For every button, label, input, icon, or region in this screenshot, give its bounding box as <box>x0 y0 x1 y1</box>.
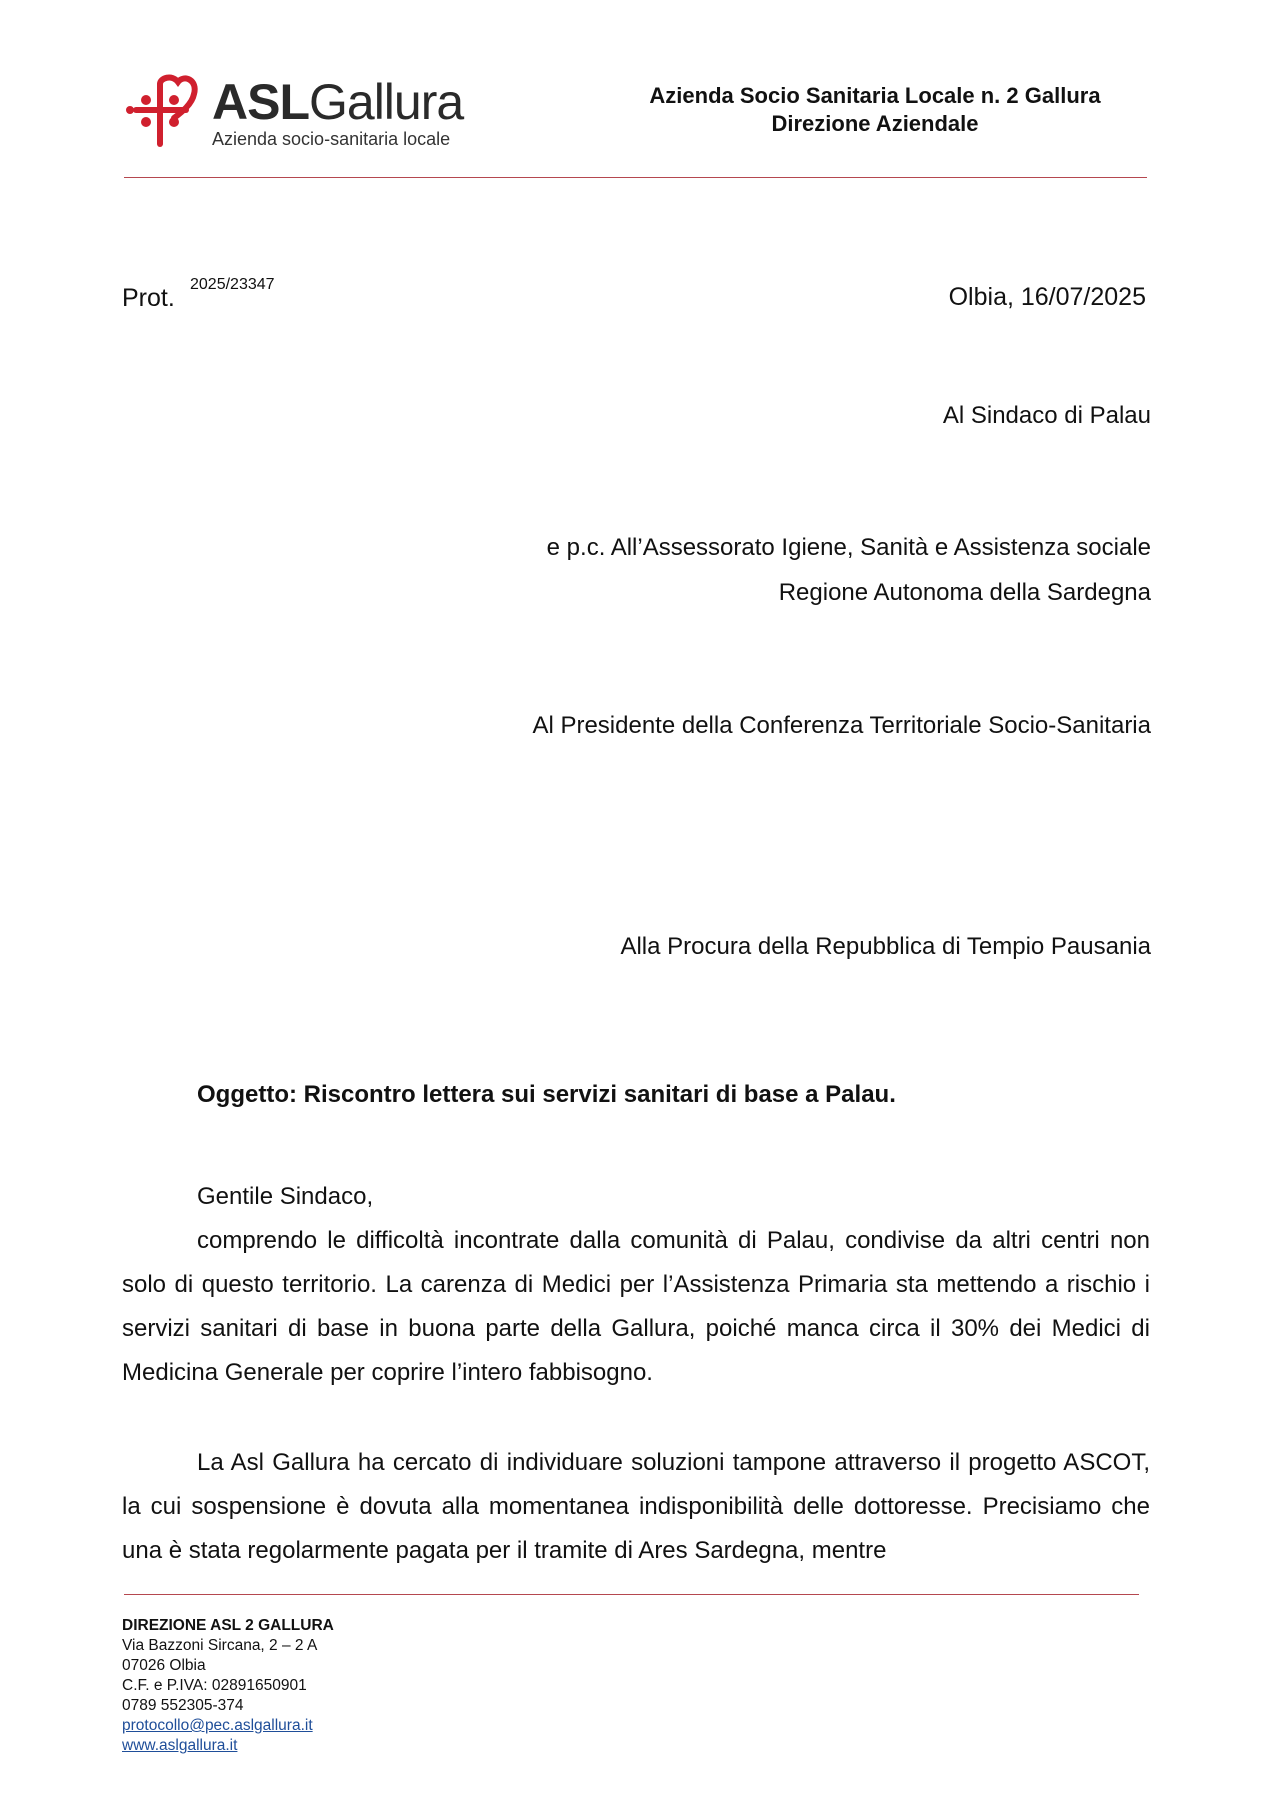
body-paragraph-1-text: comprendo le difficoltà incontrate dalla comunità di Palau, condivise da altri centri non solo di questo territorio. La carenza di Medici per l’Assistenza Primaria sta mettendo a rischio i servizi sanitari di base in buona parte della Gallura, poiché manca circa il 30% dei Medici di Medicina Generale per coprire l’intero fabbisogno. <box>122 1227 1150 1386</box>
logo-brand-regular: Gallura <box>309 74 464 130</box>
footer-divider <box>124 1594 1139 1595</box>
header-org-line2: Direzione Aziendale <box>771 111 979 136</box>
protocol-label: Prot. <box>122 284 175 312</box>
protocol-number: 2025/23347 <box>190 276 275 293</box>
footer-title: DIREZIONE ASL 2 GALLURA <box>122 1617 334 1634</box>
header-org-line1: Azienda Socio Sanitaria Locale n. 2 Gallura <box>649 83 1101 108</box>
body-paragraph-2-text: La Asl Gallura ha cercato di individuare soluzioni tampone attraverso il progetto ASCOT, la cui sospensione è dovuta alla momentanea indisponibilità delle dottoresse. Precisiamo che una è stata regolarmente pagata per il tramite di Ares Sardegna, mentre <box>122 1449 1150 1564</box>
header-divider <box>124 177 1147 178</box>
logo-wordmark <box>212 74 472 154</box>
footer-address-line1: Via Bazzoni Sircana, 2 – 2 A <box>122 1637 318 1654</box>
recipient-assessorato-line2: Regione Autonoma della Sardegna <box>778 579 1151 606</box>
header-organization <box>600 82 1150 138</box>
recipient-conference-president: Al Presidente della Conferenza Territoriale Socio-Sanitaria <box>532 712 1151 739</box>
footer-contact-block <box>122 1616 334 1756</box>
letter-salutation: Gentile Sindaco, <box>197 1183 374 1210</box>
body-paragraph-1 <box>122 1219 1150 1395</box>
recipient-assessorato-line1: e p.c. All’Assessorato Igiene, Sanità e Assistenza sociale <box>546 534 1151 561</box>
place-date: Olbia, 16/07/2025 <box>948 283 1146 311</box>
footer-address-line2: 07026 Olbia <box>122 1657 206 1674</box>
body-paragraph-2 <box>122 1441 1150 1573</box>
footer-phone: 0789 552305-374 <box>122 1697 244 1714</box>
recipient-mayor: Al Sindaco di Palau <box>942 402 1151 429</box>
footer-pec-email-link[interactable]: protocollo@pec.aslgallura.it <box>122 1717 313 1734</box>
footer-website-link[interactable]: www.aslgallura.it <box>122 1737 238 1754</box>
logo-brand-text <box>212 74 463 130</box>
logo-subtitle: Azienda socio-sanitaria locale <box>212 129 451 146</box>
logo-brand-bold: ASL <box>212 74 309 130</box>
recipient-procura: Alla Procura della Repubblica di Tempio Pausania <box>620 933 1151 960</box>
letter-subject: Oggetto: Riscontro lettera sui servizi sanitari di base a Palau. <box>197 1081 896 1108</box>
footer-tax-id: C.F. e P.IVA: 02891650901 <box>122 1677 307 1694</box>
logo-subtitle-clip <box>212 129 472 146</box>
asl-gallura-logo-icon <box>124 74 202 152</box>
